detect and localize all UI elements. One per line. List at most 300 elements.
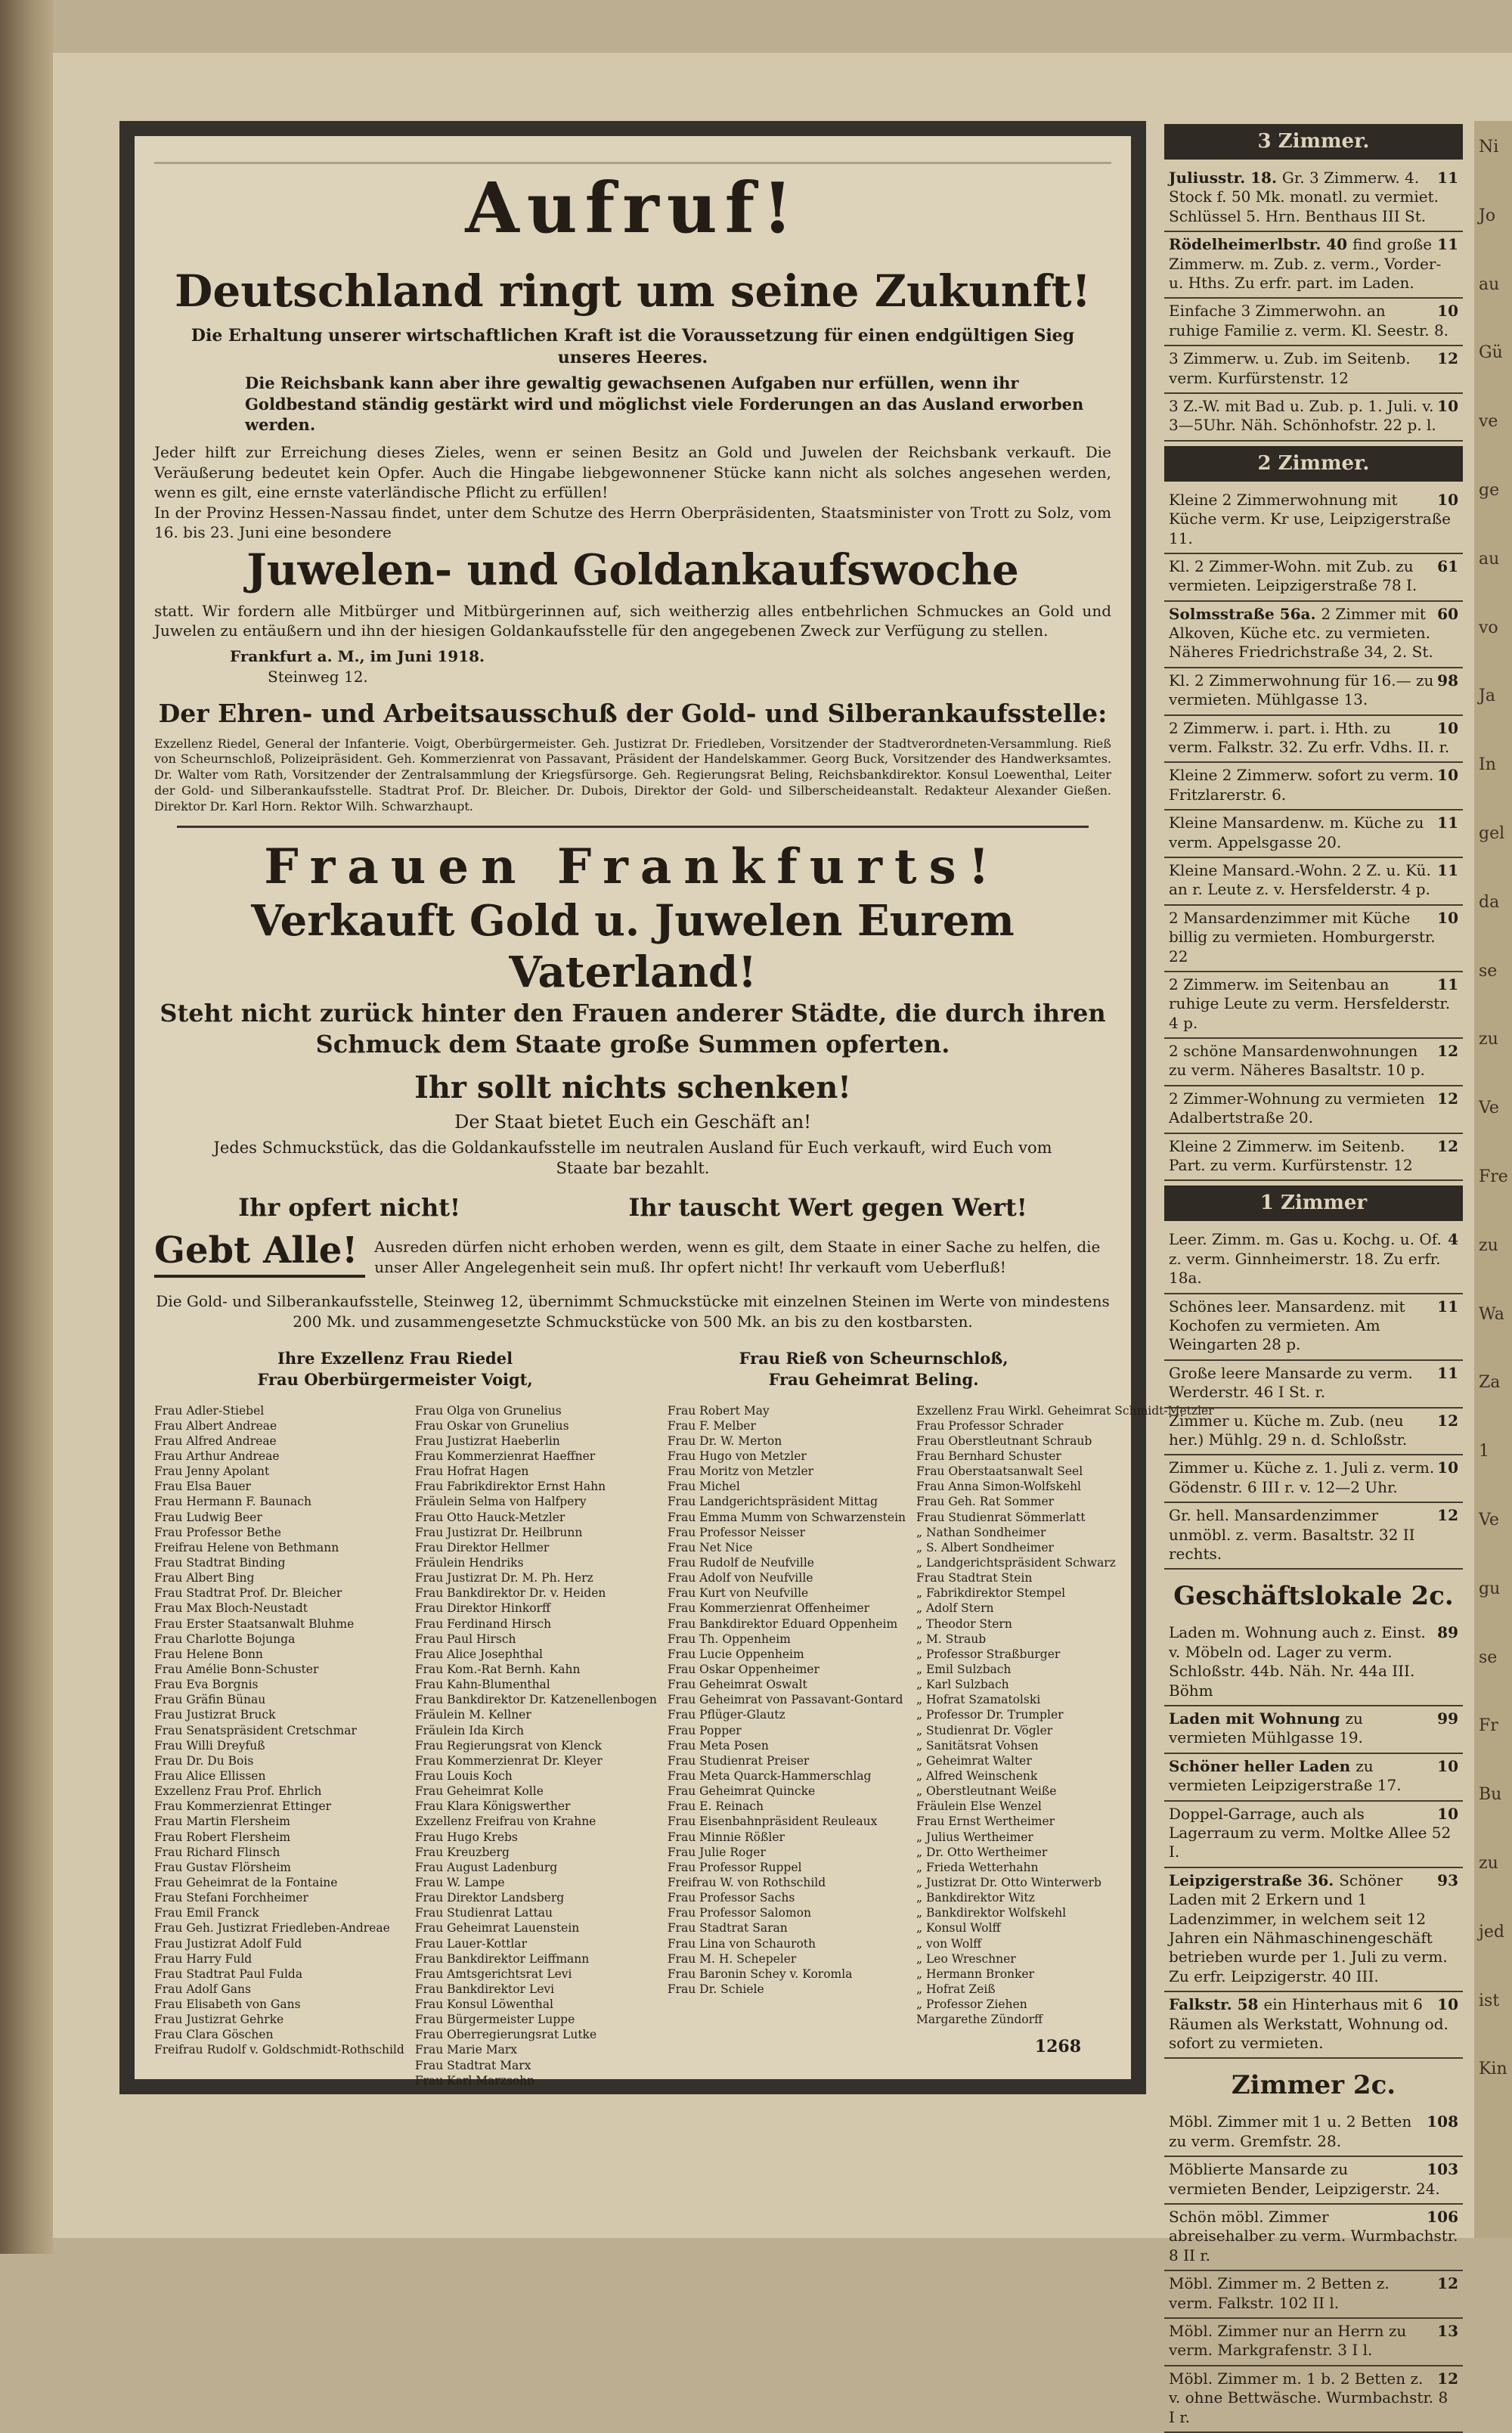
reichsbank-paragraph: Die Reichsbank kann aber ihre gewaltig gewachsenen Aufgaben nur erfüllen, wenn ihr Goldbestand ständig gestärkt wird und möglichst viele Forderungen an das Ausland erworben werden. (245, 373, 1084, 435)
signatory-name: „ Theodor Stern (916, 1616, 1012, 1631)
signatory-name: Frau Ernst Wertheimer (916, 1815, 1055, 1829)
classified-ad-keyword: Leipzigerstraße 36. (1169, 1870, 1340, 1889)
classified-ad (1164, 906, 1463, 972)
classified-ad (1164, 763, 1463, 810)
signatory-name: Frau Michel (667, 1480, 740, 1494)
aufruf-advertisement (119, 121, 1214, 2094)
edge-fragment: Gü (1479, 343, 1503, 363)
classified-ad-text: 3 Zimmerw. u. Zub. im Seitenb. verm. Kurfürstenstr. 12 (1169, 349, 1411, 387)
signatory-name: Frau Robert May (667, 1403, 770, 1418)
signatory-name: Frau Konsul Löwenthal (414, 1998, 553, 2012)
gebt-alle-block (154, 1229, 1111, 1278)
signatory-name: „ Leo Wreschner (916, 1951, 1016, 1966)
signatory-name: „ Geheimrat Walter (916, 1753, 1032, 1768)
signatory-name: Frau Geheimrat Kolle (414, 1784, 544, 1799)
signatory-name: Frau Emma Mumm von Schwarzenstein (667, 1510, 906, 1524)
signatory-name: Frau Dr. Schiele (667, 1982, 764, 1996)
signatory-name: Exzellenz Freifrau von Krahne (414, 1815, 596, 1829)
classified-ad (1164, 1503, 1463, 1570)
classified-section-heading: 1 Zimmer (1164, 1186, 1463, 1221)
signatory-name: Frau Oberregierungsrat Lutke (414, 2028, 597, 2042)
classified-ad (1164, 810, 1463, 858)
signatory-name: Frau Adler-Stiebel (154, 1403, 265, 1418)
classified-ad (1164, 346, 1463, 394)
signatory-name: Frau Albert Andreae (154, 1418, 277, 1433)
signatory-name: Frau Direktor Landsberg (414, 1891, 565, 1905)
page-number: 1268 (1034, 2037, 1081, 2056)
signatory-name: „ Professor Straßburger (916, 1647, 1061, 1661)
divider-rule (177, 826, 1089, 828)
edge-fragment: se (1479, 1647, 1498, 1667)
signatory-name: Frau Net Nice (667, 1540, 753, 1554)
signatory-name: „ Fabrikdirektor Stempel (916, 1586, 1066, 1601)
edge-fragment: Ni (1479, 138, 1499, 157)
signatory-name: Frau Kurt von Neufville (667, 1586, 809, 1601)
signer-right-1: Frau Rieß von Scheurnschloß, (739, 1348, 1009, 1368)
classified-ad-text: 3 Z.-W. mit Bad u. Zub. p. 1. Juli. v. 3—5Uhr. Näh. Schönhofstr. 22 p. l. (1169, 396, 1436, 435)
signatory-name: Frau Louis Koch (414, 1768, 513, 1783)
edge-fragment: zu (1479, 1235, 1498, 1255)
aufruf-paragraph-3: statt. Wir fordern alle Mitbürger und Mitbürgerinnen auf, sich weitherzig alles entbehrlichen Schmuckes an Gold und Juwelen zu entäußern und ihn der hiesigen Goldankaufsstelle für den angegebenen Zweck zur Verfügung zu stellen. (154, 601, 1111, 640)
aufruf-lead: Die Erhaltung unserer wirtschaftlichen Kraft ist die Voraussetzung für einen endgültigen Sieg unseres Heeres. (191, 326, 1075, 367)
signatory-name: Frau Justizrat Haeberlin (414, 1433, 560, 1448)
book-binding (0, 0, 53, 2254)
signatory-name: Frau Direktor Hellmer (414, 1540, 550, 1554)
classified-ad-text: 2 Zimmer mit Alkoven, Küche etc. zu vermieten. Näheres Friedrichstraße 34, 2. St. (1169, 604, 1433, 662)
ausreden-text: Ausreden dürfen nicht erhoben werden, wenn es gilt, dem Staate in einer Sache zu helfen, die unser Aller Angelegenheit sein muß. Ihr opfert nicht! Ihr verkauft vom Ueberfluß! (374, 1238, 1101, 1277)
edge-fragment: Za (1479, 1373, 1501, 1393)
signatory-name: Frau Gräfin Bünau (154, 1693, 266, 1707)
signatory-name: Frau Bürgermeister Luppe (414, 2013, 575, 2027)
signatory-name: „ von Wolff (916, 1936, 982, 1951)
classified-ad-number: 11 (1437, 1297, 1458, 1316)
classified-ad-text: 2 Mansardenzimmer mit Küche billig zu vermieten. Homburgerstr. 22 (1169, 908, 1436, 965)
aufruf-title: Aufruf! (465, 167, 801, 249)
classified-ad (1164, 299, 1463, 346)
signatory-name: Frau Clara Göschen (154, 2028, 274, 2042)
signatory-name: Frau Geheimrat Lauenstein (414, 1921, 580, 1936)
classified-ad-text: Schöner Laden mit 2 Erkern und 1 Ladenzimmer, in welchem seit 12 Jahren ein Nähmaschinengeschäft betrieben wurde per 1. Juli zu verm. Zu erfr. Leipzigerstr. 40 III. (1169, 1870, 1448, 1985)
signatory-name: Exzellenz Frau Prof. Ehrlich (154, 1784, 322, 1799)
signatory-name: Frau Justizrat Dr. M. Ph. Herz (414, 1571, 593, 1585)
classified-ad-number: 10 (1437, 908, 1458, 927)
signatory-name: Frau Richard Flinsch (154, 1845, 280, 1859)
signatory-name: Frau Willi Dreyfuß (154, 1738, 265, 1753)
signatory-name: „ Hofrat Szamatolski (916, 1693, 1041, 1707)
classified-ad-number: 103 (1427, 2160, 1458, 2179)
signatory-name: Frau Meta Quarck-Hammerschlag (667, 1768, 872, 1783)
frauen-headline: Verkauft Gold u. Juwelen Eurem Vaterland! (251, 896, 1015, 997)
week-title: Juwelen- und Goldankaufswoche (246, 545, 1019, 596)
signatory-name: Frau Paul Hirsch (414, 1632, 516, 1646)
signer-right-2: Frau Geheimrat Beling. (768, 1370, 979, 1390)
classified-ad (1164, 2271, 1463, 2319)
classified-ad-text: 2 Zimmerw. im Seitenbau an ruhige Leute zu verm. Hersfelderstr. 4 p. (1169, 975, 1451, 1032)
signatory-name: „ Emil Sulzbach (916, 1662, 1012, 1676)
classified-ad-number: 98 (1437, 671, 1458, 690)
classified-ad-text: Möbl. Zimmer nur an Herrn zu verm. Markgrafenstr. 3 I l. (1169, 2321, 1407, 2360)
classified-ad (1164, 1455, 1463, 1503)
classified-ad (1164, 1086, 1463, 1134)
signatory-name: Frau Helene Bonn (154, 1647, 263, 1661)
signatory-name: „ Professor Ziehen (916, 1998, 1027, 2012)
edge-fragment: Jo (1479, 206, 1496, 225)
signatory-name: Frau Marie Marx (414, 2043, 517, 2057)
signatory-name: Frau Professor Bethe (154, 1525, 281, 1539)
signatory-name: Frau Baronin Schey v. Koromla (667, 1967, 853, 1981)
classified-ad-text: zu vermieten Leipzigerstraße 17. (1169, 1756, 1402, 1795)
classified-ad-number: 11 (1437, 975, 1458, 993)
classified-ad-number: 12 (1437, 1042, 1458, 1061)
signatory-name: Frau Professor Schrader (916, 1418, 1064, 1433)
signatory-name: Frau Dr. W. Merton (667, 1433, 782, 1448)
classifieds-column (1164, 119, 1463, 2433)
classified-ad-text: Kleine Mansard.-Wohn. 2 Z. u. Kü. an r. Leute z. v. Hersfelderstr. 4 p. (1169, 860, 1431, 899)
signatory-name: Frau Studienrat Preiser (667, 1753, 810, 1768)
classified-ad-text: ein Hinterhaus mit 6 Räumen als Werkstatt, Wohnung od. sofort zu vermieten. (1169, 1995, 1448, 2052)
classified-ad-text: Möbl. Zimmer m. 1 b. 2 Betten z. v. ohne Bettwäsche. Wurmbachstr. 8 I r. (1169, 2369, 1448, 2426)
classified-ad-text: Gr. 3 Zimmerw. 4. Stock f. 50 Mk. monatl. zu vermiet. Schlüssel 5. Hrn. Benthaus III St. (1169, 169, 1439, 225)
edge-fragment: zu (1479, 1853, 1498, 1873)
classified-ad-number: 10 (1437, 1995, 1458, 2014)
signatory-name: Frau Ludwig Beer (154, 1510, 262, 1524)
signatory-name: Frau Albert Bing (154, 1571, 255, 1585)
classified-ad-number: 12 (1437, 1089, 1458, 1108)
signatory-name: Frau Geheimrat Quincke (667, 1784, 816, 1799)
signatory-name: „ Konsul Wolff (916, 1921, 1001, 1936)
signatory-name: Frau Dr. Du Bois (154, 1753, 254, 1768)
signatory-name: Frau Senatspräsident Cretschmar (154, 1723, 357, 1737)
classified-ad (1164, 394, 1463, 442)
signatory-name: „ Oberstleutnant Weiße (916, 1784, 1057, 1799)
signatory-name: Frau Oberstleutnant Schraub (916, 1433, 1092, 1448)
signatory-name: Frau Stefani Forchheimer (154, 1891, 308, 1905)
signatory-name: Fräulein Hendriks (414, 1555, 524, 1570)
geschaeft-line: Der Staat bietet Euch ein Geschäft an! (454, 1111, 811, 1133)
signatory-name: Margarethe Zündorff (916, 2013, 1043, 2027)
signatory-name: Frau Amélie Bonn-Schuster (154, 1662, 319, 1676)
signer-right (739, 1348, 1009, 1391)
signatory-name: „ S. Albert Sondheimer (916, 1540, 1054, 1554)
schenken-line: Ihr sollt nichts schenken! (414, 1070, 851, 1105)
classified-ad (1164, 488, 1463, 554)
classified-ad (1164, 1802, 1463, 1868)
signatory-name: „ Justizrat Dr. Otto Winterwerb (916, 1875, 1101, 1889)
signatory-name: Frau Adolf von Neufville (667, 1571, 813, 1585)
address: Steinweg 12. (268, 667, 368, 686)
signatory-name: Frau Anna Simon-Wolfskehl (916, 1480, 1082, 1494)
signatory-name: Frau Eisenbahnpräsident Reuleaux (667, 1815, 878, 1829)
classified-ad-number: 12 (1437, 1506, 1458, 1525)
signatory-name: Frau Hugo von Metzler (667, 1449, 807, 1463)
signatory-name: Frau Erster Staatsanwalt Bluhme (154, 1616, 355, 1631)
signatory-name: Frau Olga von Grunelius (414, 1403, 562, 1418)
classified-ad (1164, 2366, 1463, 2433)
signatory-name: Frau Direktor Hinkorff (414, 1601, 551, 1616)
classified-ad (1164, 716, 1463, 764)
classified-ad-number: 10 (1437, 1458, 1458, 1477)
signatory-name: „ Dr. Otto Wertheimer (916, 1845, 1048, 1859)
signatory-name: Frau Minnie Rößler (667, 1830, 785, 1844)
classified-ad-text: Schön möbl. Zimmer abreisehalber zu verm. Wurmbachstr. 8 II r. (1169, 2208, 1458, 2264)
classified-ad-text: Kleine 2 Zimmerw. im Seitenb. Part. zu verm. Kurfürstenstr. 12 (1169, 1136, 1413, 1175)
signatory-name: Frau Th. Oppenheim (667, 1632, 791, 1646)
signatory-name: Frau Justizrat Dr. Heilbrunn (414, 1525, 583, 1539)
classified-ad-text: Einfache 3 Zimmerwohn. an ruhige Familie z. verm. Kl. Seestr. 8. (1169, 302, 1449, 339)
classified-ad-text: Kl. 2 Zimmer-Wohn. mit Zub. zu vermieten. Leipzigerstraße 78 I. (1169, 556, 1418, 595)
classified-ad-number: 12 (1437, 2274, 1458, 2293)
signatory-name: Frau Landgerichtspräsident Mittag (667, 1495, 878, 1509)
signatory-name: „ Alfred Weinschenk (916, 1768, 1038, 1783)
classified-ad (1164, 1706, 1463, 1754)
edge-fragment: se (1479, 961, 1498, 981)
signatory-name: Freifrau Rudolf v. Goldschmidt-Rothschild (154, 2043, 404, 2057)
classified-ad-number: 10 (1437, 396, 1458, 415)
classified-ad-number: 108 (1427, 2112, 1458, 2131)
edge-fragment: ge (1479, 480, 1500, 500)
classified-ad-number: 60 (1437, 604, 1458, 623)
signatory-name: Frau Amtsgerichtsrat Levi (414, 1967, 572, 1981)
classified-ad-number: 61 (1437, 556, 1458, 575)
signatory-name: Frau Kreuzberg (414, 1845, 510, 1859)
classified-ad-keyword: Juliusstr. 18. (1169, 169, 1282, 188)
edge-fragment: Ja (1479, 687, 1495, 706)
classified-ad (1164, 166, 1463, 232)
signatory-name: „ Bankdirektor Witz (916, 1891, 1035, 1905)
aufruf-paragraph-1: Jeder hilft zur Erreichung dieses Zieles, wenn er seinen Besitz an Gold und Juwelen der Reichsbank verkauft. Die Veräußerung bedeutet kein Opfer. Auch die Hingabe liebgewonnener Stücke kann nicht als solches angesehen werden, wenn es gilt, eine ernste vaterländische Pflicht zu erfüllen! (154, 443, 1111, 502)
signatory-name: Frau Professor Neisser (667, 1525, 805, 1539)
signatory-name: Frau F. Melber (667, 1418, 756, 1433)
signatory-name: „ Nathan Sondheimer (916, 1525, 1046, 1539)
classified-ad-number: 12 (1437, 2369, 1458, 2388)
classified-ad-text: Kleine Mansardenw. m. Küche zu verm. Appelsgasse 20. (1169, 814, 1424, 851)
signatory-name: Frau Bankdirektor Eduard Oppenheim (667, 1616, 898, 1631)
committee-members: Exzellenz Riedel, General der Infanterie. Voigt, Oberbürgermeister. Geh. Justizrat Dr. Friedleben, Vorsitzender der Stadtverordneten-Versammlung. Rieß von Scheurnschloß, Polizeipräsident. Geh. Kommerzienrat von Passavant, Präsident der Handelskammer. Georg Buck, Vorsitzender des Handwerksamtes. Dr. Walter vom Rath, Vorsitzender der Zentralsammlung der Kriegsfürsorge. Geh. Regierungsrat Beling, Reichsbankdirektor. Konsul Loewenthal, Leiter der Gold- und Silberankaufsstelle. Stadtrat Prof. Dr. Bleicher. Dr. Dubois, Direktor der Gold- und Silberscheideanstalt. Redakteur Alexander Gießen. Direktor Dr. Karl Horn. Rektor Wilh. Schwarzhaupt. (154, 736, 1111, 814)
classified-section-heading: 2 Zimmer. (1164, 446, 1463, 482)
signatory-name: Frau Studienrat Lattau (414, 1906, 553, 1920)
classified-ad-text: Doppel-Garrage, auch als Lagerraum zu verm. Moltke Allee 52 I. (1169, 1804, 1452, 1861)
signatory-name: Frau Kommerzienrat Ettinger (154, 1799, 332, 1814)
signatory-list (154, 1403, 1214, 2088)
signatory-name: Frau Hugo Krebs (414, 1830, 518, 1844)
classified-ad (1164, 2157, 1463, 2205)
classified-ad (1164, 1409, 1463, 1456)
signatory-name: Frau Charlotte Bojunga (154, 1632, 296, 1646)
signatory-name: Frau Kommerzienrat Haeffner (414, 1449, 596, 1463)
classified-ad-keyword: Falkstr. 58 (1169, 1995, 1264, 2014)
classified-ad (1164, 1754, 1463, 1802)
signatory-name: Frau Stadtrat Prof. Dr. Bleicher (154, 1586, 342, 1601)
signatory-name: Frau Hofrat Hagen (414, 1464, 529, 1479)
signatory-name: Frau E. Reinach (667, 1799, 764, 1814)
signatory-name: Frau Bernhard Schuster (916, 1449, 1061, 1463)
classified-ad-text: Möbl. Zimmer mit 1 u. 2 Betten zu verm. Gremfstr. 28. (1169, 2112, 1412, 2150)
signatory-name: Fräulein Selma von Halfpery (414, 1495, 587, 1509)
classified-ad-text: Zimmer u. Küche z. 1. Juli z. verm. Gödenstr. 6 III r. v. 12—2 Uhr. (1169, 1458, 1435, 1496)
classified-ad-number: 10 (1437, 718, 1458, 737)
faded-top-line (154, 151, 1111, 164)
classified-ad (1164, 972, 1463, 1039)
classified-ad-text: Große leere Mansarde zu verm. Werderstr. 46 I St. r. (1169, 1363, 1413, 1402)
committee-title: Der Ehren- und Arbeitsausschuß der Gold- und Silberankaufsstelle: (158, 699, 1108, 729)
signatory-name: Frau Lucie Oppenheim (667, 1647, 804, 1661)
signatory-name: Frau Popper (667, 1723, 742, 1737)
classified-ad-number: 89 (1437, 1623, 1458, 1642)
classified-ad-text: zu vermieten Mühlgasse 19. (1169, 1709, 1363, 1747)
classified-ad (1164, 668, 1463, 716)
signatory-name: Frau Moritz von Metzler (667, 1464, 814, 1479)
signatory-name: „ Hermann Bronker (916, 1967, 1035, 1981)
edge-fragment: Bu (1479, 1785, 1502, 1805)
signatory-name: „ Frieda Wetterhahn (916, 1860, 1039, 1874)
signatory-name: „ M. Straub (916, 1632, 987, 1646)
classified-ad (1164, 1039, 1463, 1086)
signatory-name: „ Landgerichtspräsident Schwarz (916, 1555, 1116, 1570)
edge-fragment: jed (1479, 1922, 1504, 1942)
classified-ad-number: 11 (1437, 860, 1458, 879)
signatory-name: „ Julius Wertheimer (916, 1830, 1033, 1844)
edge-fragment: In (1479, 755, 1496, 775)
classified-section-heading: Zimmer 2c. (1231, 2070, 1396, 2101)
classified-ad-number: 10 (1437, 490, 1458, 509)
adjacent-column-edge (1474, 121, 1512, 2238)
classified-ad (1164, 602, 1463, 668)
signatory-name: Frau Karl Marzsohn (414, 2073, 535, 2087)
classified-ad-text: 2 Zimmerw. i. part. i. Hth. zu verm. Falkstr. 32. Zu erfr. Vdhs. II. r. (1169, 718, 1450, 757)
classified-ad-text: Zimmer u. Küche m. Zub. (neu her.) Mühlg. 29 n. d. Schloßstr. (1169, 1411, 1408, 1449)
signatory-name: Freifrau Helene von Bethmann (154, 1540, 339, 1554)
signatory-name: Frau Hermann F. Baunach (154, 1495, 311, 1509)
classified-ad (1164, 1227, 1463, 1294)
signatory-name: Frau Arthur Andreae (154, 1449, 280, 1463)
classified-ad-text: Gr. hell. Mansardenzimmer unmöbl. z. verm. Basaltstr. 32 II rechts. (1169, 1506, 1415, 1563)
signatory-name: Frau Oskar von Grunelius (414, 1418, 569, 1433)
classified-ad-number: 11 (1437, 814, 1458, 832)
signatory-name: Frau Kom.-Rat Bernh. Kahn (414, 1662, 581, 1676)
signer-left-2: Frau Oberbürgermeister Voigt, (257, 1370, 533, 1390)
edge-fragment: Ve (1479, 1099, 1499, 1118)
signatory-name: Frau Adolf Gans (154, 1982, 251, 1996)
signatory-name: Frau Jenny Apolant (154, 1464, 270, 1479)
aufruf-paragraph-2: In der Provinz Hessen-Nassau findet, unter dem Schutze des Herrn Oberpräsidenten, Staatsminister von Trott zu Solz, vom 16. bis 23. Juni eine besondere (154, 503, 1111, 541)
signatory-name: Frau Stadtrat Paul Fulda (154, 1967, 303, 1981)
signatory-name: Frau Pflüger-Glautz (667, 1708, 785, 1722)
signatory-name: Frau Elsa Bauer (154, 1480, 251, 1494)
signatory-name: „ Sanitätsrat Vohsen (916, 1738, 1039, 1753)
signatory-name: „ Bankdirektor Wolfskehl (916, 1906, 1067, 1920)
edge-fragment: da (1479, 892, 1500, 912)
signatory-name: „ Adolf Stern (916, 1601, 994, 1616)
classified-ad-keyword: Laden mit Wohnung (1169, 1709, 1346, 1728)
edge-fragment: vo (1479, 618, 1498, 637)
signatory-name: Frau Lina von Schauroth (667, 1936, 816, 1951)
signatory-name: Frau Alice Ellissen (154, 1768, 266, 1783)
signatory-name: Fräulein Ida Kirch (414, 1723, 525, 1737)
aufruf-headline: Deutschland ringt um seine Zukunft! (175, 265, 1091, 317)
signatory-name: Frau Ferdinand Hirsch (414, 1616, 552, 1631)
edge-fragment: ist (1479, 1991, 1500, 2010)
signatory-name: Frau Professor Ruppel (667, 1860, 802, 1874)
signatory-name: Frau Kommerzienrat Dr. Kleyer (414, 1753, 603, 1768)
classified-ad (1164, 1620, 1463, 1706)
edge-fragment: Ve (1479, 1510, 1499, 1530)
signatory-name: Frau Bankdirektor Dr. Katzenellenbogen (414, 1693, 657, 1707)
classified-ad-number: 10 (1437, 1804, 1458, 1823)
signer-left (257, 1348, 532, 1391)
signatory-name: Frau Rudolf de Neufville (667, 1555, 814, 1570)
edge-fragment: Kin (1479, 2060, 1507, 2079)
signatory-name: Frau Geheimrat de la Fontaine (154, 1875, 338, 1889)
classified-ad-number: 12 (1437, 349, 1458, 368)
signatory-name: „ Professor Dr. Trumpler (916, 1708, 1064, 1722)
edge-fragment: 1 (1479, 1442, 1489, 1461)
edge-fragment: ve (1479, 412, 1498, 432)
signatory-column (668, 1403, 906, 2088)
classified-ad-number: 99 (1437, 1709, 1458, 1728)
classified-ad-text: Schönes leer. Mansardenz. mit Kochofen zu vermieten. Am Weingarten 28 p. (1169, 1297, 1405, 1354)
classified-ad-number: 12 (1437, 1136, 1458, 1155)
signatory-name: Frau Kahn-Blumenthal (414, 1678, 550, 1692)
classified-ad-keyword: Rödelheimerlbstr. 40 (1169, 235, 1353, 254)
signatory-name: Frau W. Lampe (414, 1875, 505, 1889)
classified-ad-text: Kl. 2 Zimmerwohnung für 16.— zu vermieten. Mühlgasse 13. (1169, 671, 1434, 709)
signatory-name: Frau Oskar Oppenheimer (667, 1662, 820, 1676)
classified-ad-number: 11 (1437, 235, 1458, 254)
signatory-name: Frau Geheimrat von Passavant-Gontard (667, 1693, 903, 1707)
signatory-name: Frau Alfred Andreae (154, 1433, 277, 1448)
signatory-name: Frau Robert Flersheim (154, 1830, 291, 1844)
signatory-name: Frau Emil Franck (154, 1906, 259, 1920)
signatory-name: Frau Stadtrat Saran (667, 1921, 788, 1936)
classified-ad (1164, 232, 1463, 299)
signatory-name: Frau Bankdirektor Dr. v. Heiden (414, 1586, 606, 1601)
gebt-alle: Gebt Alle! (154, 1229, 365, 1278)
signatory-name: Frau Julie Roger (667, 1845, 766, 1859)
signature-heads (154, 1348, 1111, 1391)
signatory-name: Frau Justizrat Bruck (154, 1708, 276, 1722)
classified-ad (1164, 1134, 1463, 1182)
signatory-name: Freifrau W. von Rothschild (667, 1875, 826, 1889)
signatory-name: Frau Bankdirektor Levi (414, 1982, 555, 1996)
classified-ad (1164, 1868, 1463, 1992)
signer-left-1: Ihre Exzellenz Frau Riedel (277, 1348, 513, 1368)
signatory-name: Frau Klara Königswerther (414, 1799, 571, 1814)
edge-fragment: zu (1479, 1030, 1498, 1049)
classified-ad-keyword: Schöner heller Laden (1169, 1756, 1356, 1775)
signatory-name: Frau Gustav Flörsheim (154, 1860, 292, 1874)
classified-ad-number: 12 (1437, 1411, 1458, 1430)
classified-ad-text: 2 Zimmer-Wohnung zu vermieten Adalbertstraße 20. (1169, 1089, 1425, 1127)
signatory-name: Frau Stadtrat Binding (154, 1555, 286, 1570)
classified-section-heading: Geschäftslokale 2c. (1173, 1581, 1454, 1612)
signatory-name: Frau Professor Sachs (667, 1891, 795, 1905)
classified-ad-number: 4 (1448, 1230, 1458, 1249)
signatory-name: Frau Geh. Justizrat Friedleben-Andreae (154, 1921, 390, 1936)
edge-fragment: Fre (1479, 1167, 1508, 1186)
classified-ad (1164, 1361, 1463, 1409)
signatory-column (415, 1403, 657, 2088)
signatory-name: Frau Oberstaatsanwalt Seel (916, 1464, 1083, 1479)
classified-ad (1164, 858, 1463, 906)
signatory-name: Frau Eva Borgnis (154, 1678, 259, 1692)
classified-ad-number: 11 (1437, 169, 1458, 188)
edge-fragment: au (1479, 549, 1500, 569)
classified-ad-text: find große Zimmerw. m. Zub. z. verm., Vorder- u. Hths. Zu erfr. part. im Laden. (1169, 235, 1442, 292)
signatory-name: Frau Justizrat Gehrke (154, 2013, 284, 2027)
signatory-name: Frau Stadtrat Marx (414, 2058, 531, 2072)
signatory-name: Frau Geh. Rat Sommer (916, 1495, 1055, 1509)
signatory-name: Frau Stadtrat Stein (916, 1571, 1033, 1585)
